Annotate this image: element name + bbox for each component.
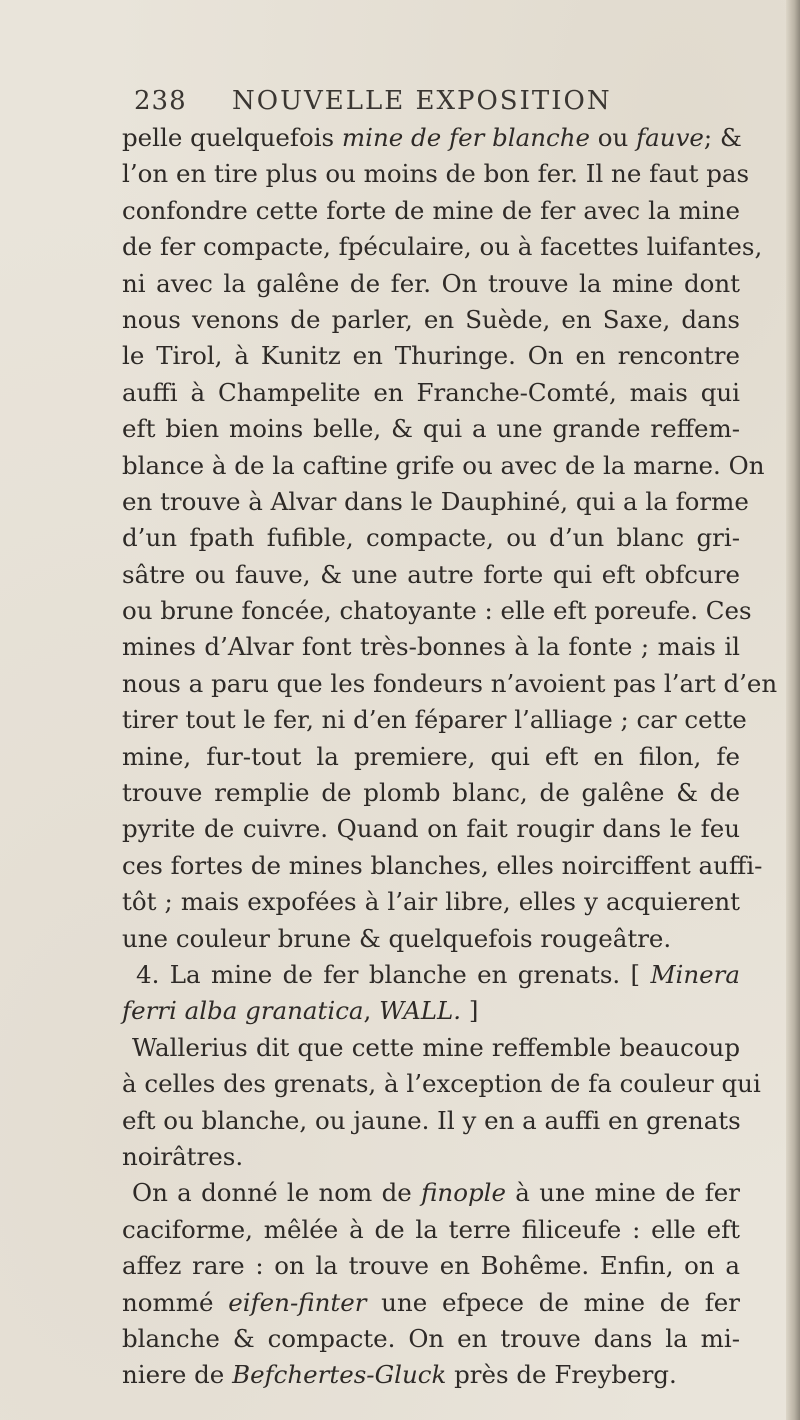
text-run: tirer tout le fer, ni d’en féparer l’alliage ; car cette [122, 705, 747, 735]
text-run: confondre cette forte de mine de fer avec la mine [122, 195, 740, 225]
text-line [122, 1285, 740, 1321]
text-run: de fer compacte, fpéculaire, ou à facettes luifantes, [122, 232, 763, 262]
text-line [122, 1066, 761, 1102]
text-line [122, 739, 740, 775]
text-run: ni avec la galêne de fer. On trouve la mine dont [122, 268, 740, 298]
text-line [122, 1139, 740, 1175]
text-line [122, 848, 763, 884]
text-line [122, 448, 765, 484]
running-title: NOUVELLE EXPOSITION [232, 86, 612, 116]
italic-run: Minera [650, 959, 740, 989]
text-run: sâtre ou fauve, & une autre forte qui eft obfcure [122, 559, 740, 589]
text-run: une couleur brune & quelquefois rougeâtre. [122, 923, 672, 953]
italic-run: Befchertes-Gluck [232, 1360, 447, 1390]
text-line [122, 411, 740, 447]
text-line [122, 484, 749, 520]
text-run: près de Freyberg. [446, 1360, 677, 1390]
text-line [122, 338, 740, 374]
text-line [122, 229, 763, 265]
body-text [122, 120, 778, 1394]
text-line [122, 302, 740, 338]
text-line [122, 921, 740, 957]
text-run: ou brune foncée, chatoyante : elle eft poreufe. Ces [122, 596, 752, 626]
text-line [122, 1248, 740, 1284]
text-run: caciforme, mêlée à de la terre filiceufe : elle eft [122, 1214, 740, 1244]
text-run: Wallerius dit que cette mine reffemble beaucoup [132, 1032, 740, 1062]
text-line [122, 1030, 740, 1066]
text-line [122, 957, 740, 993]
text-line [122, 1103, 740, 1139]
italic-run: finople [421, 1178, 506, 1208]
text-run: nous venons de parler, en Suède, en Saxe, dans [122, 304, 740, 334]
text-run: blance à de la caftine grife ou avec de la marne. On [122, 450, 765, 480]
text-line [122, 1357, 740, 1393]
text-line [122, 593, 752, 629]
text-line [122, 775, 740, 811]
text-run: trouve remplie de plomb blanc, de galêne & de [122, 778, 740, 808]
text-run: tôt ; mais expofées à l’air libre, elles y acquierent [122, 887, 740, 917]
text-run: auffi à Champelite en Franche-Comté, mais qui [122, 377, 740, 407]
text-run: le Tirol, à Kunitz en Thuringe. On en rencontre [122, 341, 740, 371]
text-line [122, 375, 740, 411]
text-line [122, 557, 740, 593]
italic-run: fauve [636, 123, 704, 152]
text-run: niere de [122, 1360, 233, 1390]
text-run: ou [590, 123, 637, 152]
text-run: en trouve à Alvar dans le Dauphiné, qui a la forme [122, 486, 749, 516]
text-run: ; & [703, 123, 742, 152]
page-edge-shadow [786, 0, 800, 1420]
text-line [122, 520, 740, 556]
text-line [122, 193, 740, 229]
text-line [122, 629, 740, 665]
page-number: 238 [134, 86, 187, 116]
text-run: mines d’Alvar font très-bonnes à la fonte ; mais il [122, 632, 740, 662]
text-line [122, 702, 747, 738]
text-run: ] [461, 996, 479, 1026]
text-run: d’un fpath fufible, compacte, ou d’un blanc gri- [122, 523, 740, 553]
italic-run: ferri alba granatica [122, 996, 364, 1026]
text-run: eft ou blanche, ou jaune. Il y en a auffi en grenats [122, 1105, 741, 1135]
text-line [122, 1175, 740, 1211]
italic-run: eifen-finter [228, 1287, 367, 1317]
text-run: , [363, 996, 380, 1026]
text-run: noirâtres. [122, 1141, 244, 1171]
text-run: eft bien moins belle, & qui a une grande reffem- [122, 414, 740, 444]
text-line [122, 666, 778, 702]
text-line [122, 993, 740, 1029]
text-run: pyrite de cuivre. Quand on fait rougir dans le feu [122, 814, 740, 844]
text-run: à celles des grenats, à l’exception de fa couleur qui [122, 1069, 761, 1099]
text-line [122, 1321, 740, 1357]
text-run: l’on en tire plus ou moins de bon fer. Il ne faut pas [122, 159, 750, 189]
text-run: ces fortes de mines blanches, elles noirciffent auffi- [122, 850, 763, 880]
text-run: 4. La mine de fer blanche en grenats. [ [136, 959, 651, 989]
text-line [122, 266, 740, 302]
text-run: On a donné le nom de [132, 1178, 422, 1208]
text-line [122, 884, 740, 920]
text-run: affez rare : on la trouve en Bohême. Enfin, on a [122, 1251, 740, 1281]
text-run: nous a paru que les fondeurs n’avoient pas l’art d’en [122, 668, 778, 698]
text-line [122, 120, 740, 156]
text-run: pelle quelquefois [122, 123, 342, 152]
text-run: à une mine de fer [505, 1178, 740, 1208]
text-run: mine, fur-tout la premiere, qui eft en filon, fe [122, 741, 740, 771]
text-run: une efpece de mine de fer [366, 1287, 741, 1317]
text-line [122, 156, 750, 192]
text-line [122, 1212, 740, 1248]
text-run: nommé [122, 1287, 229, 1317]
italic-run: WALL. [379, 996, 462, 1026]
italic-run: mine de fer blanche [341, 123, 590, 152]
text-run: blanche & compacte. On en trouve dans la mi- [122, 1323, 740, 1353]
text-line [122, 811, 740, 847]
